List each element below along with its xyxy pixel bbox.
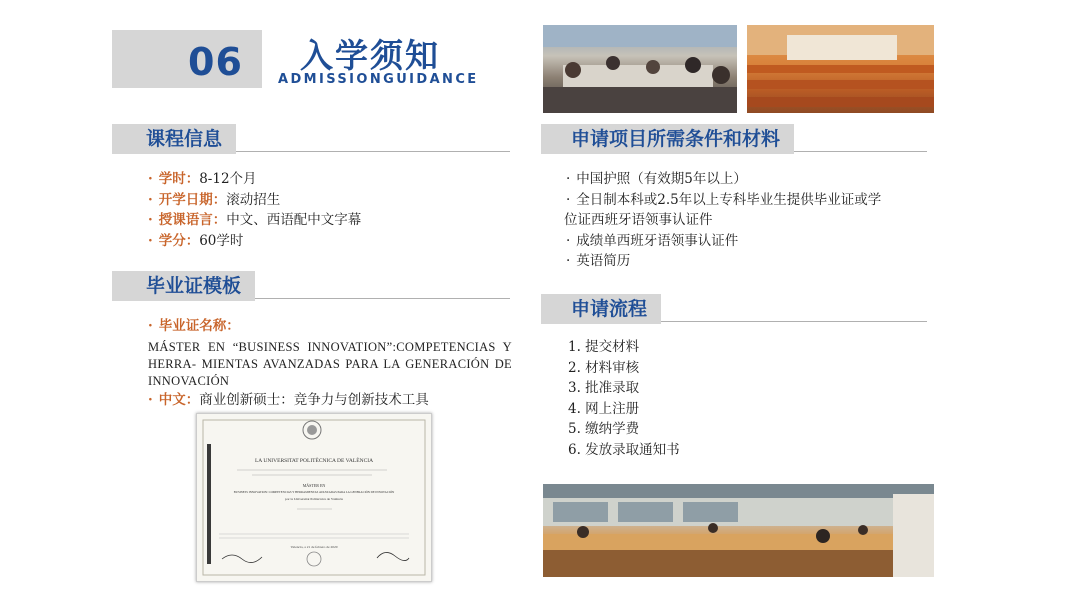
list-item: 3. 批准录取 <box>568 380 640 396</box>
certificate-name-key: 毕业证名称： <box>158 318 240 334</box>
list-item: 1. 提交材料 <box>568 339 640 355</box>
list-item: · 学时：8-12个月 <box>148 171 257 187</box>
requirements-heading: 申请项目所需条件和材料 <box>541 124 794 154</box>
certificate-name-value: MÁSTER EN “BUSINESS INNOVATION”:COMPETENCIAS Y HERRA- MIENTAS AVANZADAS PARA LA GENERACIÓN DE INNOVACIÓN <box>148 340 512 388</box>
course-info-heading: 课程信息 <box>112 124 236 154</box>
requirements-list <box>566 169 936 272</box>
divider <box>794 151 927 152</box>
process-heading: 申请流程 <box>541 294 661 324</box>
page-title: 入学须知 <box>300 36 440 75</box>
page-subtitle: ADMISSIONGUIDANCE <box>278 72 479 87</box>
certificate-degree-line2: BUSINESS INNOVATION: COMPETENCIAS Y HERRAMIENTAS AVANZADAS PARA LA GENERACIÓN DE INNOVACIÓN <box>233 490 395 494</box>
certificate-cn-value: 商业创新硕士：竞争力与创新技术工具 <box>199 392 429 408</box>
certificate-university: LA UNIVERSITAT POLITÈCNICA DE VALÈNCIA <box>254 458 374 464</box>
list-item: · 成绩单西班牙语领事认证件 <box>566 232 739 249</box>
requirements-header <box>541 124 927 154</box>
divider <box>255 298 510 299</box>
certificate-heading: 毕业证模板 <box>112 271 255 301</box>
list-item: 6. 发放录取通知书 <box>568 441 680 458</box>
stamp-icon <box>307 552 321 566</box>
certificate-place-date: Valencia, a 21 de febrero de 2020 <box>290 545 338 549</box>
list-item: · 授课语言：中文、西语配中文字幕 <box>148 212 362 228</box>
process-header <box>541 294 927 324</box>
certificate-cn-key: 中文： <box>158 392 200 408</box>
certificate-degree-line3: por la Universitat Politècnica de València <box>285 497 343 501</box>
certificate-header <box>112 271 510 301</box>
certificate-left-bar <box>207 444 211 564</box>
list-item: · 中国护照（有效期5年以上） <box>566 171 747 187</box>
lecture-hall-photo <box>747 25 934 113</box>
course-info-list <box>148 169 361 251</box>
list-item: 4. 网上注册 <box>568 400 640 417</box>
signature-right <box>377 552 409 560</box>
certificate-degree-line1: MÁSTER EN <box>302 483 326 488</box>
divider <box>661 321 927 322</box>
list-item: · 开学日期：滚动招生 <box>148 191 281 208</box>
list-item: 2. 材料审核 <box>568 359 640 376</box>
divider <box>236 151 510 152</box>
course-info-header <box>112 124 510 154</box>
certificate-name-item: · 毕业证名称： <box>148 318 240 334</box>
process-list <box>568 337 680 460</box>
list-item: 5. 缴纳学费 <box>568 421 640 437</box>
library-photo <box>543 484 934 577</box>
classroom-photo <box>543 25 737 113</box>
certificate-image <box>196 413 432 582</box>
list-item: 位证西班牙语领事认证件 <box>564 212 713 228</box>
list-item: · 学分：60学时 <box>148 232 244 249</box>
section-number: 06 <box>188 40 243 84</box>
list-item: · 全日制本科或2.5年以上专科毕业生提供毕业证或学 <box>566 191 882 208</box>
list-item: · 英语简历 <box>566 253 631 269</box>
signature-left <box>222 555 262 563</box>
certificate-graphic <box>197 414 431 581</box>
certificate-cn-item: · 中文：商业创新硕士：竞争力与创新技术工具 <box>148 392 429 408</box>
